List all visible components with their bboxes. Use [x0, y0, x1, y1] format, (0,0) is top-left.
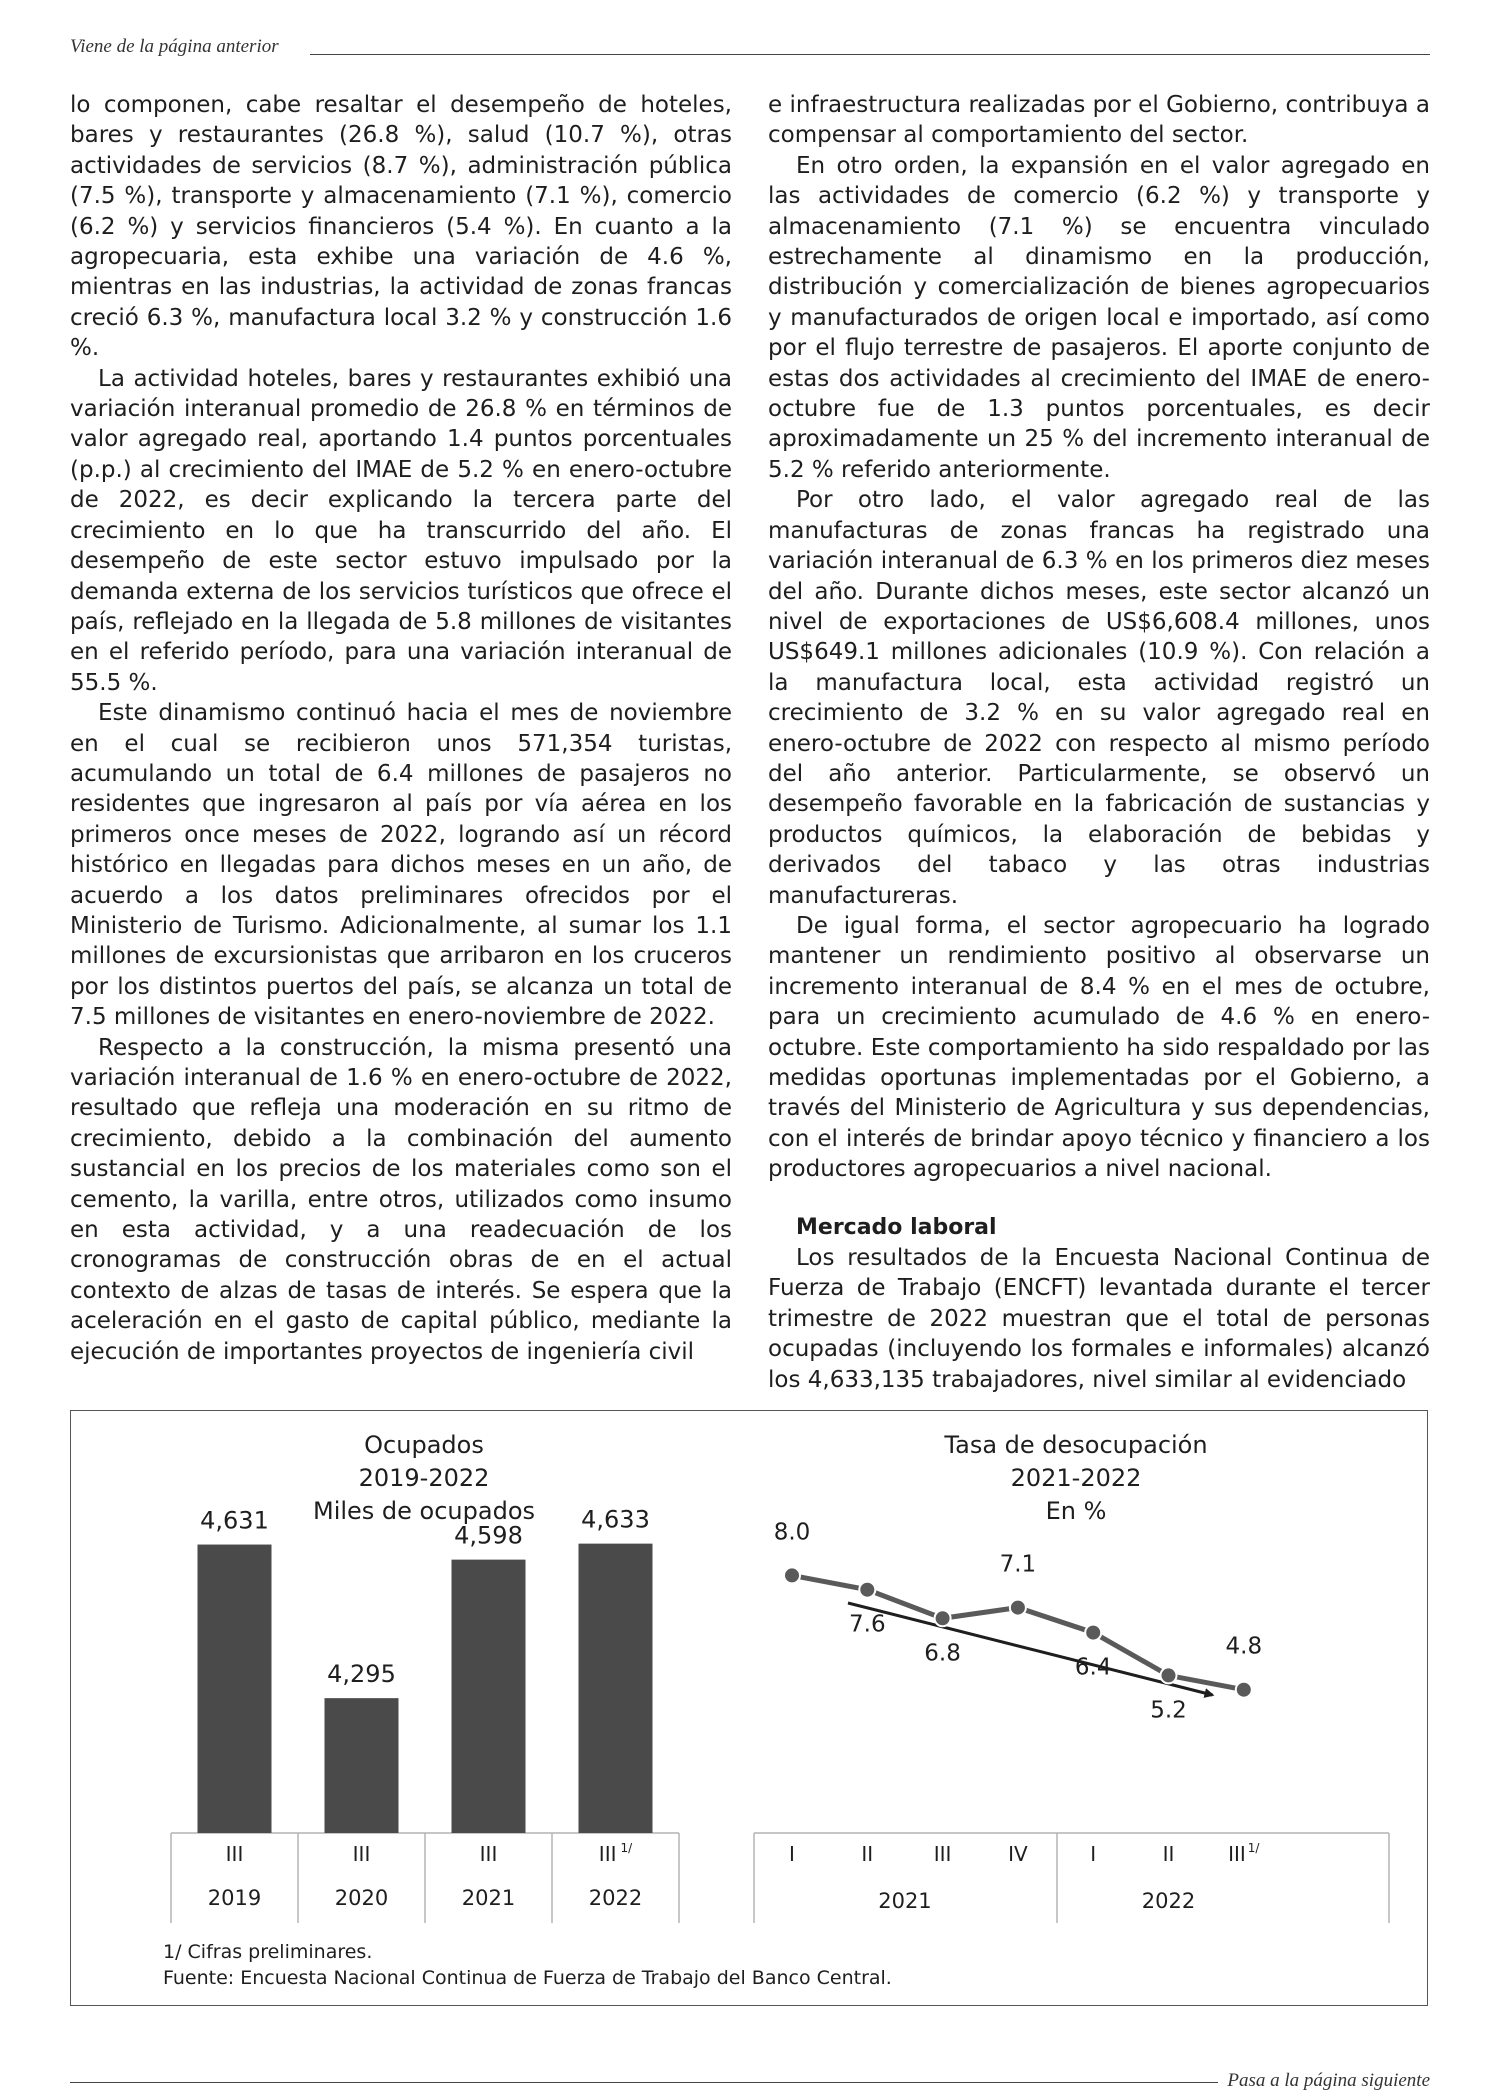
line-chart-unit: En %	[1045, 1497, 1107, 1525]
data-point	[935, 1610, 951, 1626]
line-category-label: I	[1090, 1842, 1097, 1866]
right-column	[768, 90, 1430, 1395]
paragraph: De igual forma, el sector agropecuario ha logrado mantener un rendimiento positivo al observarse un incremento interanual de 8.4 % en el mes de octubre, para un crecimiento acumulado de 4.6 % en enero-octubre. Este comportamiento ha sido respaldado por las medidas oportunas implementadas por el Gobierno, a través del Ministerio de Agricultura y sus dependencias, con el interés de brindar apoyo técnico y financiero a los productores agropecuarios a nivel nacional.	[768, 912, 1430, 1183]
line-chart-subtitle: 2021-2022	[1010, 1464, 1142, 1492]
data-point	[1161, 1667, 1177, 1683]
bar-year-label: 2021	[461, 1886, 516, 1910]
bar-year-label: 2022	[588, 1886, 643, 1910]
bar-chart-subtitle: 2019-2022	[358, 1464, 490, 1492]
trend-arrow	[848, 1603, 1213, 1695]
line-category-label: III $^{1/}$	[1228, 1841, 1260, 1866]
section-heading: Mercado laboral	[796, 1214, 997, 1240]
bar-value-label: 4,295	[327, 1660, 396, 1689]
line-category-label: III	[933, 1842, 952, 1866]
line-chart-title: Tasa de desocupación	[944, 1431, 1208, 1459]
figure-source: Fuente: Encuesta Nacional Continua de Fuerza de Trabajo del Banco Central.	[163, 1967, 892, 1989]
data-point	[784, 1567, 800, 1583]
line-year-label: 2021	[878, 1889, 932, 1913]
data-label: 5.2	[1150, 1697, 1187, 1724]
footnote-mark: 1/	[620, 1841, 633, 1855]
bar	[198, 1545, 272, 1833]
line-year-label: 2022	[1141, 1889, 1196, 1913]
left-column	[70, 90, 732, 1367]
bar-category-label: III	[479, 1842, 498, 1866]
line-chart-axis	[754, 1833, 1389, 1923]
page-header	[70, 34, 1430, 64]
line-series	[774, 1519, 1262, 1913]
bar-value-label: 4,633	[581, 1505, 650, 1534]
figure-box	[70, 1410, 1428, 2006]
figure-note: 1/ Cifras preliminares.	[163, 1941, 373, 1963]
data-label: 4.8	[1225, 1633, 1263, 1660]
bar	[579, 1544, 653, 1833]
data-label: 8.0	[773, 1519, 811, 1546]
data-label: 6.4	[1074, 1654, 1112, 1681]
bar-year-label: 2020	[334, 1886, 389, 1910]
footnote-mark: 1/	[1247, 1841, 1260, 1855]
line-category-label: I	[789, 1842, 795, 1866]
bar-category-label: III	[352, 1842, 371, 1866]
data-point	[1010, 1600, 1026, 1616]
line-category-label: IV	[1008, 1842, 1028, 1866]
bar-year-label: 2019	[207, 1886, 262, 1910]
header-rule	[310, 54, 1430, 55]
data-label: 7.1	[999, 1551, 1037, 1578]
paragraph: En otro orden, la expansión en el valor agregado en las actividades de comercio (6.2 %) y transporte y almacenamiento (7.1 %) se encuentra vinculado estrechamente al dinamismo en la producción, distribución y comercialización de bienes agropecuarios y manufacturados de origen local e importado, así como por el flujo terrestre de pasajeros. El aporte conjunto de estas dos actividades al crecimiento del IMAE de enero-octubre fue de 1.3 puntos porcentuales, es decir aproximadamente un 25 % del incremento interanual de 5.2 % referido anteriormente.	[768, 152, 1430, 483]
paragraph: lo componen, cabe resaltar el desempeño de hoteles, bares y restaurantes (26.8 %), salud (10.7 %), otras actividades de servicios (8.7 %), administración pública (7.5 %), transporte y almacenamiento (7.1 %), comercio (6.2 %) y servicios financieros (5.4 %). En cuanto a la agropecuaria, esta exhibe una variación de 4.6 %, mientras en las industrias, la actividad de zonas francas creció 6.3 %, manufactura local 3.2 % y construcción 1.6 %.	[70, 92, 732, 362]
paragraph: Este dinamismo continuó hacia el mes de noviembre en el cual se recibieron unos 571,354 turistas, acumulando un total de 6.4 millones de pasajeros no residentes que ingresaron al país por vía aérea en los primeros once meses de 2022, logrando así un récord histórico en llegadas para dichos meses en un año, de acuerdo a los datos preliminares ofrecidos por el Ministerio de Turismo. Adicionalmente, al sumar los 1.1 millones de excursionistas que arribaron en los cruceros por los distintos puertos del país, se alcanza un total de 7.5 millones de visitantes en enero-noviembre de 2022.	[70, 700, 732, 1031]
paragraph: Respecto a la construcción, la misma presentó una variación interanual de 1.6 % en enero-octubre de 2022, resultado que refleja una moderación en su ritmo de crecimiento, debido a la combinación del aumento sustancial en los precios de los materiales como son el cemento, la varilla, entre otros, utilizados como insumo en esta actividad, y a una readecuación de los cronogramas de construcción obras de en el actual contexto de alzas de tasas de interés. Se espera que la aceleración en el gasto de capital público, mediante la ejecución de importantes proyectos de ingeniería civil	[70, 1034, 732, 1365]
bar-category-label: III	[225, 1842, 244, 1866]
bar-chart-unit: Miles de ocupados	[312, 1497, 536, 1525]
data-point	[1236, 1682, 1252, 1698]
continued-from-label: Viene de la página anterior	[70, 36, 279, 57]
data-label: 7.6	[849, 1611, 886, 1638]
page-footer	[70, 2070, 1430, 2100]
data-point	[859, 1582, 875, 1598]
bar-category-label: III $^{1/}$	[598, 1841, 633, 1866]
line-category-label: II	[861, 1842, 874, 1866]
data-label: 6.8	[924, 1640, 961, 1667]
bar-value-label: 4,598	[454, 1521, 523, 1550]
data-point	[1085, 1625, 1101, 1641]
footer-rule	[70, 2082, 1218, 2083]
charts-svg	[71, 1411, 1426, 2004]
continued-on-label: Pasa a la página siguiente	[1227, 2070, 1430, 2091]
line-category-label: II	[1162, 1842, 1175, 1866]
bar-value-label: 4,631	[200, 1506, 269, 1535]
paragraph: La actividad hoteles, bares y restaurantes exhibió una variación interanual promedio de 26.8 % en términos de valor agregado real, aportando 1.4 puntos porcentuales (p.p.) al crecimiento del IMAE de 5.2 % en enero-octubre de 2022, es decir explicando la tercera parte del crecimiento en lo que ha transcurrido del año. El desempeño de este sector estuvo impulsado por la demanda externa de los servicios turísticos que ofrece el país, reflejado en la llegada de 5.8 millones de visitantes en el referido período, para una variación interanual de 55.5 %.	[70, 365, 732, 696]
bar	[452, 1560, 526, 1833]
paragraph: e infraestructura realizadas por el Gobierno, contribuya a compensar al comportamiento del sector.	[768, 92, 1430, 149]
paragraph: Los resultados de la Encuesta Nacional Continua de Fuerza de Trabajo (ENCFT) levantada durante el tercer trimestre de 2022 muestran que el total de personas ocupadas (incluyendo los formales e informales) alcanzó los 4,633,135 trabajadores, nivel similar al evidenciado	[768, 1245, 1430, 1393]
bar	[325, 1698, 399, 1833]
bar-chart-title: Ocupados	[364, 1431, 484, 1459]
paragraph: Por otro lado, el valor agregado real de las manufacturas de zonas francas ha registrado una variación interanual de 6.3 % en los primeros diez meses del año. Durante dichos meses, este sector alcanzó un nivel de exportaciones de US$6,608.4 millones, unos US$649.1 millones adicionales (10.9 %). Con relación a la manufactura local, esta actividad registró un crecimiento de 3.2 % en su valor agregado real en enero-octubre de 2022 con respecto al mismo período del año anterior. Particularmente, se observó un desempeño favorable en la fabricación de sustancias y productos químicos, la elaboración de bebidas y derivados del tabaco y las otras industrias manufactureras.	[768, 487, 1430, 909]
